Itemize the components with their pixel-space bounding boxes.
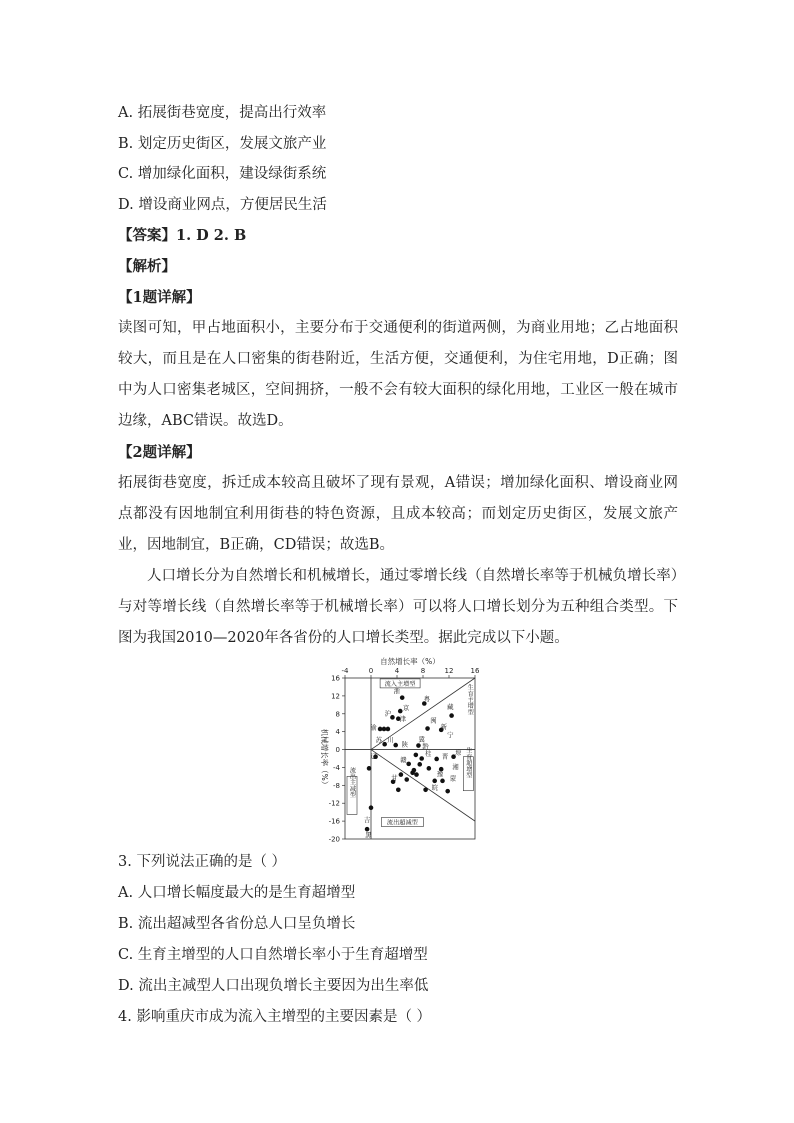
data-point-15 bbox=[414, 753, 419, 758]
data-point-30 bbox=[440, 779, 445, 784]
x-tick-label: 12 bbox=[444, 667, 454, 675]
region-label-outflow-main: 流出主减型 bbox=[348, 766, 356, 798]
province-label: 辽 bbox=[370, 752, 377, 761]
data-point-12 bbox=[393, 743, 398, 748]
prev-option-a: A. 拓展街巷宽度，提高出行效率 bbox=[118, 105, 327, 121]
data-point-9 bbox=[425, 726, 430, 731]
population-growth-chart bbox=[300, 652, 490, 842]
province-label: 黔 bbox=[422, 742, 429, 751]
x-tick-label: 0 bbox=[368, 667, 374, 675]
data-point-29 bbox=[432, 779, 437, 784]
province-label: 甘 bbox=[391, 773, 398, 782]
data-point-25 bbox=[404, 777, 409, 782]
province-label: 藏 bbox=[447, 703, 454, 712]
x-tick-label: 8 bbox=[420, 667, 426, 675]
x-tick-label: 4 bbox=[394, 667, 400, 675]
region-label-birth-super: 生育超增型 bbox=[464, 747, 472, 779]
province-label: 沪 bbox=[384, 709, 392, 718]
province-label: 京 bbox=[402, 704, 410, 713]
y-tick-label: -20 bbox=[328, 835, 340, 842]
province-label: 陕 bbox=[401, 740, 408, 749]
province-label: 黑 bbox=[365, 831, 372, 840]
province-label: 蒙 bbox=[449, 774, 457, 783]
x-axis-label: 自然增长率（%） bbox=[380, 657, 440, 666]
region-label-inflow-main: 流入主增型 bbox=[384, 680, 416, 688]
q4-stem: 4. 影响重庆市成为流入主增型的主要因素是（ ） bbox=[118, 1009, 432, 1025]
region-label-outflow-super: 流出超减型 bbox=[386, 819, 418, 827]
province-label: 宁 bbox=[447, 730, 454, 739]
data-point-2 bbox=[398, 709, 403, 714]
analysis-label: 【解析】 bbox=[118, 258, 176, 275]
answer-line: 【答案】1. D 2. B bbox=[118, 227, 247, 244]
data-point-13 bbox=[416, 743, 421, 748]
province-label: 赣 bbox=[400, 755, 407, 764]
province-label: 豫 bbox=[436, 770, 444, 779]
data-point-17 bbox=[434, 757, 439, 762]
province-label: 川 bbox=[387, 736, 394, 745]
province-label: 吉 bbox=[363, 815, 371, 824]
x-tick-label: 16 bbox=[470, 667, 480, 675]
region-label-birth-main: 生育主增型 bbox=[466, 684, 474, 716]
data-point-24 bbox=[399, 772, 404, 777]
y-tick-label: 8 bbox=[335, 710, 340, 719]
province-label: 桂 bbox=[425, 749, 432, 758]
data-point-35 bbox=[369, 805, 374, 810]
q2-explanation: 拓展街巷宽度，拆迁成本较高且破坏了现有景观，A错误；增加绿化面积、增设商业网点都没有因地制宜利用街巷的特色资源，且成本较高；而划定历史街区，发展文旅产业，因地制宜，B正确，CD错误；故选B。 bbox=[118, 475, 678, 553]
data-point-16 bbox=[419, 756, 424, 761]
prev-option-b: B. 划定历史街区，发展文旅产业 bbox=[118, 136, 327, 152]
y-tick-label: -4 bbox=[333, 763, 340, 772]
data-point-33 bbox=[445, 789, 450, 794]
q2-label: 【2题详解】 bbox=[118, 444, 201, 461]
prev-option-d: D. 增设商业网点，方便居民生活 bbox=[118, 197, 327, 213]
province-label: 冀 bbox=[418, 735, 425, 744]
data-point-20 bbox=[417, 762, 422, 767]
q3-option-c: C. 生育主增型的人口自然增长率小于生育超增型 bbox=[118, 947, 428, 963]
y-tick-label: 4 bbox=[335, 728, 340, 737]
y-tick-label: -12 bbox=[328, 799, 340, 808]
data-point-19 bbox=[406, 762, 411, 767]
province-label: 新 bbox=[440, 722, 447, 731]
q3-option-a: A. 人口增长幅度最大的是生育超增型 bbox=[118, 885, 356, 901]
province-label: 粤 bbox=[423, 695, 431, 704]
data-point-27 bbox=[414, 772, 419, 777]
prev-option-c: C. 增加绿化面积，建设绿街系统 bbox=[118, 166, 327, 182]
data-point-8 bbox=[382, 727, 387, 732]
y-tick-label: 0 bbox=[335, 746, 340, 755]
province-label: 浙 bbox=[393, 687, 401, 696]
data-point-0 bbox=[400, 695, 405, 700]
q3-option-d: D. 流出主减型人口出现负增长主要因为出生率低 bbox=[118, 978, 429, 994]
q1-label: 【1题详解】 bbox=[118, 289, 201, 306]
province-label: 湘 bbox=[452, 763, 459, 772]
intro-paragraph: 人口增长分为自然增长和机械增长，通过零增长线（自然增长率等于机械负增长率）与对等增长线（自然增长率等于机械增长率）可以将人口增长划分为五种组合类型。下图为我国2010—2020年各省份的人口增长类型。据此完成以下小题。 bbox=[118, 568, 678, 646]
province-label: 琼 bbox=[454, 748, 462, 757]
y-tick-label: -16 bbox=[328, 817, 340, 826]
y-tick-label: -8 bbox=[333, 781, 340, 790]
y-tick-label: 12 bbox=[331, 692, 340, 701]
province-label: 津 bbox=[399, 714, 407, 723]
data-point-3 bbox=[449, 713, 454, 718]
q3-option-b: B. 流出超减型各省份总人口呈负增长 bbox=[118, 916, 356, 932]
province-label: 闽 bbox=[430, 716, 437, 725]
province-label: 皖 bbox=[431, 783, 438, 792]
province-label: 渝 bbox=[370, 723, 377, 732]
data-point-34 bbox=[367, 766, 372, 771]
data-point-31 bbox=[396, 788, 401, 793]
y-axis-label: 机械增长率（%） bbox=[320, 728, 329, 789]
data-point-22 bbox=[427, 766, 432, 771]
data-point-11 bbox=[382, 742, 387, 747]
x-tick-label: -4 bbox=[341, 667, 349, 675]
q1-explanation: 读图可知，甲占地面积小，主要分布于交通便利的街道两侧，为商业用地；乙占地面积较大，而且是在人口密集的街巷附近，生活方便，交通便利，为住宅用地，D正确；图中为人口密集老城区，空间拥挤，一般不会有较大面积的绿化用地，工业区一般在城市边缘，ABC错误。故选D。 bbox=[118, 320, 678, 429]
q3-stem: 3. 下列说法正确的是（ ） bbox=[118, 854, 287, 870]
province-label: 晋 bbox=[441, 752, 449, 761]
data-point-32 bbox=[423, 788, 428, 793]
province-label: 苏 bbox=[375, 736, 382, 745]
y-tick-label: 16 bbox=[331, 674, 340, 683]
